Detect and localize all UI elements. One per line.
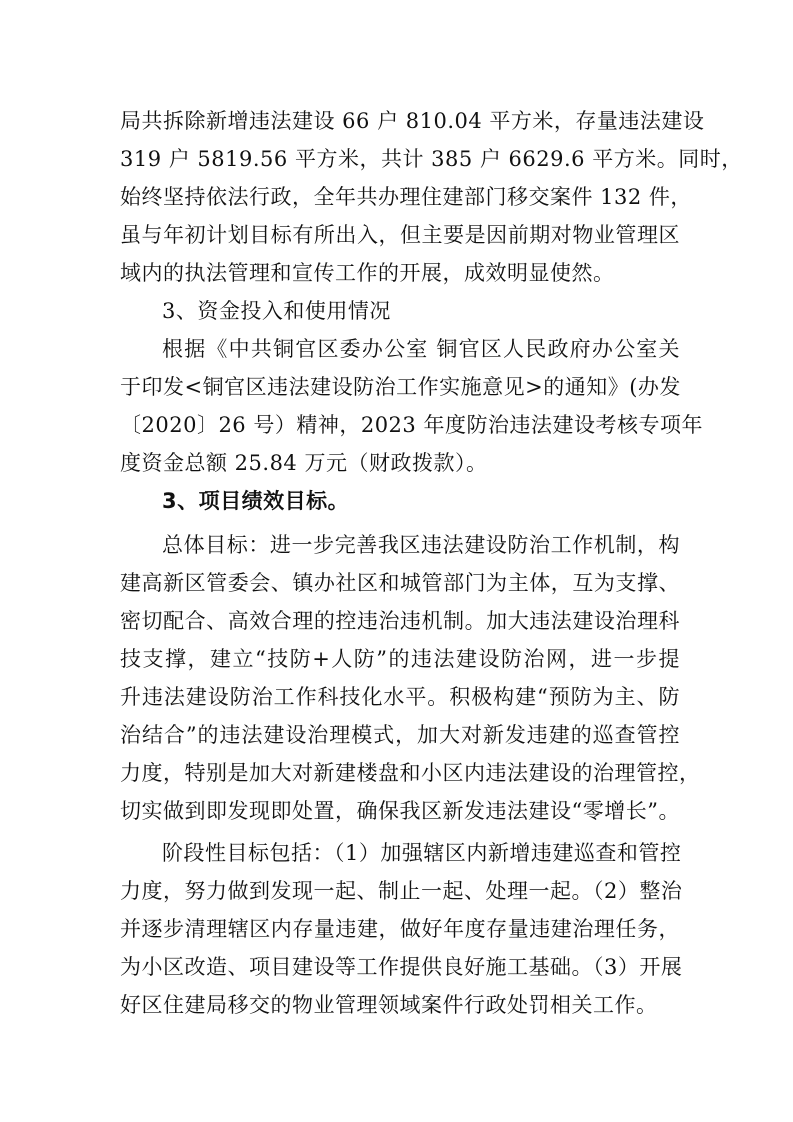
section-heading: 3、项目绩效目标。 — [162, 489, 350, 513]
paragraph-line: 力度，特别是加大对新建楼盘和小区内违法建设的治理管控， — [120, 761, 701, 785]
paragraph-line: 于印发<铜官区违法建设防治工作实施意见>的通知》(办发 — [120, 375, 681, 399]
paragraph-line: 建高新区管委会、镇办社区和城管部门为主体，互为支撑、 — [120, 571, 680, 595]
paragraph-line: 阶段性目标包括：（1）加强辖区内新增违建巡查和管控 — [162, 841, 682, 865]
paragraph-line: 切实做到即发现即处置，确保我区新发违法建设“零增长”。 — [120, 799, 680, 823]
paragraph-line: 总体目标：进一步完善我区违法建设防治工作机制，构 — [162, 533, 680, 557]
paragraph-line: 319 户 5819.56 平方米，共计 385 户 6629.6 平方米。同时， — [120, 147, 743, 171]
paragraph-line: 〔2020〕26 号）精神，2023 年度防治违法建设考核专项年 — [120, 413, 703, 437]
paragraph-line: 密切配合、高效合理的控违治违机制。加大违法建设治理科 — [120, 609, 680, 633]
paragraph-line: 度资金总额 25.84 万元（财政拨款）。 — [120, 451, 488, 475]
paragraph-line: 根据《中共铜官区委办公室 铜官区人民政府办公室关 — [162, 337, 680, 361]
paragraph-line: 局共拆除新增违法建设 66 户 810.04 平方米，存量违法建设 — [120, 109, 705, 133]
paragraph-line: 技支撑，建立“技防+人防”的违法建设防治网，进一步提 — [120, 647, 680, 671]
paragraph-line: 升违法建设防治工作科技化水平。积极构建“预防为主、防 — [120, 685, 680, 709]
paragraph-line: 始终坚持依法行政，全年共办理住建部门移交案件 132 件， — [120, 185, 692, 209]
paragraph-line: 为小区改造、项目建设等工作提供良好施工基础。（3）开展 — [120, 955, 683, 979]
paragraph-line: 域内的执法管理和宣传工作的开展，成效明显使然。 — [120, 261, 615, 285]
paragraph-line: 虽与年初计划目标有所出入，但主要是因前期对物业管理区 — [120, 223, 680, 247]
paragraph-line: 并逐步清理辖区内存量违建，做好年度存量违建治理任务， — [120, 917, 680, 941]
subsection-heading: 3、资金投入和使用情况 — [162, 299, 391, 323]
paragraph-line: 好区住建局移交的物业管理领域案件行政处罚相关工作。 — [120, 993, 658, 1017]
paragraph-line: 治结合”的违法建设治理模式，加大对新发违建的巡查管控 — [120, 723, 680, 747]
paragraph-line: 力度，努力做到发现一起、制止一起、处理一起。（2）整治 — [120, 879, 683, 903]
